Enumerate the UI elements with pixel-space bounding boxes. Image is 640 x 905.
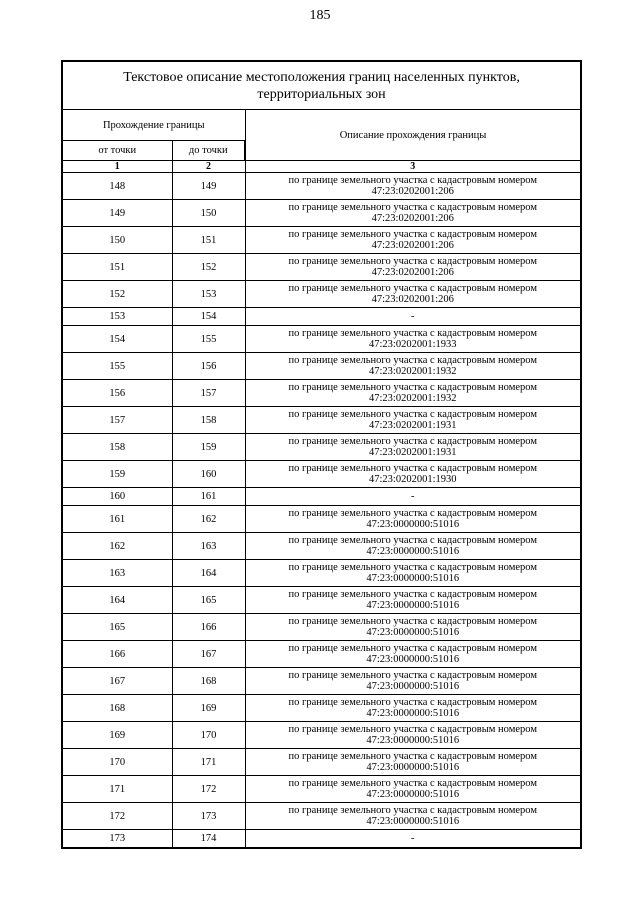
table-row (62, 668, 581, 695)
table-row (62, 776, 581, 803)
from-point-cell: 171 (62, 776, 172, 803)
description-text: по границе земельного участка с кадастровым номером (288, 256, 537, 267)
cadastral-number: 47:23:0000000:51016 (366, 735, 460, 746)
to-point-cell: 149 (172, 173, 245, 200)
from-point-cell: 150 (62, 227, 172, 254)
to-point-cell: 162 (172, 506, 245, 533)
to-point-cell: 161 (172, 488, 245, 506)
to-point-cell: 160 (172, 461, 245, 488)
description-cell (245, 173, 581, 200)
from-point-cell: 159 (62, 461, 172, 488)
to-point-cell: 167 (172, 641, 245, 668)
from-point-cell: 169 (62, 722, 172, 749)
column-number-2: 2 (172, 161, 245, 173)
from-point-header: от точки (62, 141, 172, 161)
description-text: по границе земельного участка с кадастровым номером (288, 328, 537, 339)
from-point-cell: 162 (62, 533, 172, 560)
column-number-3: 3 (245, 161, 581, 173)
description-cell (245, 407, 581, 434)
from-point-cell: 149 (62, 200, 172, 227)
to-point-cell: 155 (172, 326, 245, 353)
cadastral-number: 47:23:0202001:206 (371, 213, 454, 224)
description-text: по границе земельного участка с кадастровым номером (288, 175, 537, 186)
description-text: по границе земельного участка с кадастровым номером (288, 751, 537, 762)
table-row (62, 227, 581, 254)
to-point-cell: 166 (172, 614, 245, 641)
description-cell (245, 560, 581, 587)
description-cell (245, 614, 581, 641)
to-point-cell: 150 (172, 200, 245, 227)
description-text: - (411, 833, 415, 844)
cadastral-number: 47:23:0202001:206 (371, 267, 454, 278)
cadastral-number: 47:23:0000000:51016 (366, 762, 460, 773)
description-text: по границе земельного участка с кадастровым номером (288, 697, 537, 708)
description-text: по границе земельного участка с кадастровым номером (288, 562, 537, 573)
table-body (62, 173, 581, 849)
to-point-cell: 163 (172, 533, 245, 560)
from-point-cell: 151 (62, 254, 172, 281)
table-row (62, 560, 581, 587)
column-number-1: 1 (62, 161, 172, 173)
to-point-cell: 174 (172, 830, 245, 849)
to-point-cell: 152 (172, 254, 245, 281)
description-text: - (411, 311, 415, 322)
description-cell (245, 803, 581, 830)
table-row (62, 200, 581, 227)
table-row (62, 380, 581, 407)
boundary-description-table (61, 60, 582, 849)
description-cell (245, 326, 581, 353)
description-text: - (411, 491, 415, 502)
description-cell (245, 353, 581, 380)
description-text: по границе земельного участка с кадастровым номером (288, 229, 537, 240)
table-row (62, 587, 581, 614)
to-point-cell: 159 (172, 434, 245, 461)
cadastral-number: 47:23:0000000:51016 (366, 789, 460, 800)
description-cell (245, 533, 581, 560)
table-row (62, 281, 581, 308)
description-text: по границе земельного участка с кадастровым номером (288, 382, 537, 393)
to-point-cell: 153 (172, 281, 245, 308)
from-point-cell: 157 (62, 407, 172, 434)
description-cell (245, 695, 581, 722)
to-point-cell: 158 (172, 407, 245, 434)
description-cell (245, 776, 581, 803)
description-cell (245, 641, 581, 668)
from-point-cell: 155 (62, 353, 172, 380)
description-cell (245, 587, 581, 614)
cadastral-number: 47:23:0000000:51016 (366, 627, 460, 638)
description-text: по границе земельного участка с кадастровым номером (288, 508, 537, 519)
to-point-cell: 151 (172, 227, 245, 254)
table-row (62, 533, 581, 560)
cadastral-number: 47:23:0000000:51016 (366, 600, 460, 611)
cadastral-number: 47:23:0000000:51016 (366, 708, 460, 719)
description-cell (245, 461, 581, 488)
from-point-cell: 156 (62, 380, 172, 407)
description-cell (245, 506, 581, 533)
description-column-header: Описание прохождения границы (245, 110, 581, 161)
from-point-cell: 154 (62, 326, 172, 353)
cadastral-number: 47:23:0202001:1933 (369, 339, 457, 350)
column-number-row (62, 161, 581, 173)
description-text: по границе земельного участка с кадастровым номером (288, 643, 537, 654)
table-row (62, 614, 581, 641)
to-point-header: до точки (172, 141, 245, 161)
description-cell (245, 308, 581, 326)
boundary-passage-header: Прохождение границы (62, 110, 245, 141)
table-row (62, 407, 581, 434)
description-cell (245, 254, 581, 281)
table-row (62, 488, 581, 506)
cadastral-number: 47:23:0000000:51016 (366, 519, 460, 530)
description-cell (245, 722, 581, 749)
table-row (62, 749, 581, 776)
table-row (62, 803, 581, 830)
from-point-cell: 166 (62, 641, 172, 668)
description-text: по границе земельного участка с кадастровым номером (288, 283, 537, 294)
cadastral-number: 47:23:0202001:206 (371, 240, 454, 251)
from-point-cell: 153 (62, 308, 172, 326)
table-row (62, 695, 581, 722)
to-point-cell: 169 (172, 695, 245, 722)
description-text: по границе земельного участка с кадастровым номером (288, 463, 537, 474)
from-point-cell: 160 (62, 488, 172, 506)
to-point-cell: 173 (172, 803, 245, 830)
table-row (62, 641, 581, 668)
from-point-cell: 168 (62, 695, 172, 722)
from-point-cell: 158 (62, 434, 172, 461)
cadastral-number: 47:23:0202001:206 (371, 186, 454, 197)
description-cell (245, 281, 581, 308)
table-header (62, 61, 581, 173)
page-number: 185 (309, 8, 331, 23)
description-cell (245, 830, 581, 849)
table-title (62, 61, 581, 110)
from-point-cell: 163 (62, 560, 172, 587)
to-point-cell: 172 (172, 776, 245, 803)
description-cell (245, 434, 581, 461)
cadastral-number: 47:23:0202001:1932 (369, 366, 457, 377)
table-row (62, 434, 581, 461)
from-point-cell: 172 (62, 803, 172, 830)
to-point-cell: 165 (172, 587, 245, 614)
cadastral-number: 47:23:0000000:51016 (366, 573, 460, 584)
description-text: по границе земельного участка с кадастровым номером (288, 535, 537, 546)
cadastral-number: 47:23:0000000:51016 (366, 681, 460, 692)
description-cell (245, 749, 581, 776)
to-point-cell: 157 (172, 380, 245, 407)
table-row (62, 506, 581, 533)
to-point-cell: 164 (172, 560, 245, 587)
description-text: по границе земельного участка с кадастровым номером (288, 589, 537, 600)
description-cell (245, 380, 581, 407)
cadastral-number: 47:23:0202001:1930 (369, 474, 457, 485)
cadastral-number: 47:23:0202001:1932 (369, 393, 457, 404)
table-row (62, 254, 581, 281)
description-cell (245, 488, 581, 506)
from-point-cell: 161 (62, 506, 172, 533)
description-text: по границе земельного участка с кадастровым номером (288, 778, 537, 789)
description-text: по границе земельного участка с кадастровым номером (288, 616, 537, 627)
cadastral-number: 47:23:0000000:51016 (366, 654, 460, 665)
to-point-cell: 156 (172, 353, 245, 380)
description-text: по границе земельного участка с кадастровым номером (288, 670, 537, 681)
to-point-cell: 170 (172, 722, 245, 749)
table-title-line-1: Текстовое описание местоположения границ населенных пунктов, (123, 69, 520, 85)
to-point-cell: 154 (172, 308, 245, 326)
description-text: по границе земельного участка с кадастровым номером (288, 805, 537, 816)
description-text: по границе земельного участка с кадастровым номером (288, 436, 537, 447)
table-row (62, 326, 581, 353)
from-point-cell: 165 (62, 614, 172, 641)
table-row (62, 173, 581, 200)
table-row (62, 722, 581, 749)
table-row (62, 353, 581, 380)
from-point-cell: 152 (62, 281, 172, 308)
from-point-cell: 173 (62, 830, 172, 849)
description-text: по границе земельного участка с кадастровым номером (288, 409, 537, 420)
description-cell (245, 227, 581, 254)
from-point-cell: 148 (62, 173, 172, 200)
table-title-line-2: территориальных зон (257, 86, 386, 102)
cadastral-number: 47:23:0202001:1931 (369, 447, 457, 458)
to-point-cell: 168 (172, 668, 245, 695)
cadastral-number: 47:23:0202001:206 (371, 294, 454, 305)
description-text: по границе земельного участка с кадастровым номером (288, 202, 537, 213)
table-row (62, 308, 581, 326)
description-text: по границе земельного участка с кадастровым номером (288, 355, 537, 366)
from-point-cell: 167 (62, 668, 172, 695)
from-point-cell: 170 (62, 749, 172, 776)
to-point-cell: 171 (172, 749, 245, 776)
from-point-cell: 164 (62, 587, 172, 614)
table-row (62, 830, 581, 849)
cadastral-number: 47:23:0000000:51016 (366, 546, 460, 557)
cadastral-number: 47:23:0000000:51016 (366, 816, 460, 827)
description-text: по границе земельного участка с кадастровым номером (288, 724, 537, 735)
description-cell (245, 668, 581, 695)
table-row (62, 461, 581, 488)
cadastral-number: 47:23:0202001:1931 (369, 420, 457, 431)
description-cell (245, 200, 581, 227)
